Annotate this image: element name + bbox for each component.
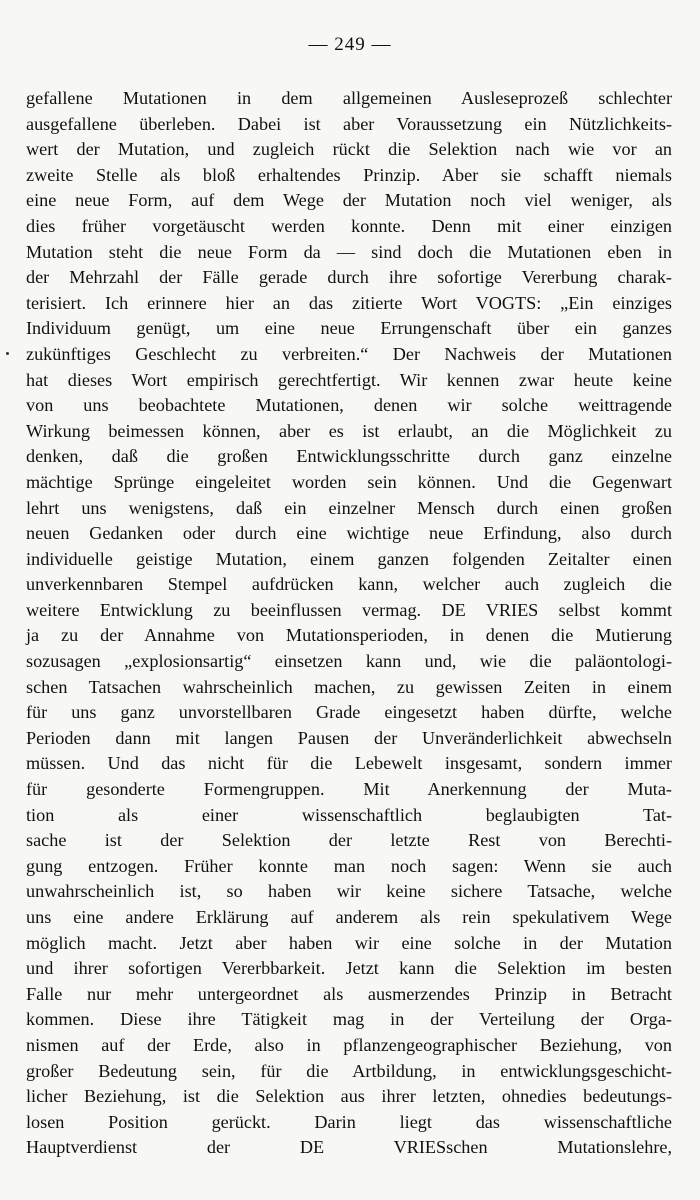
text-line: hat dieses Wort empirisch gerechtfertigt. Wir kennen zwar heute keine <box>26 369 672 390</box>
text-line: großer Bedeutung sein, für die Artbildung, in entwicklungsgeschicht- <box>26 1060 672 1081</box>
text-line: für uns ganz unvorstellbaren Grade eingesetzt haben dürfte, welche <box>26 702 672 723</box>
text-line: licher Beziehung, ist die Selektion aus ihrer letzten, ohnedies bedeutungs- <box>26 1086 672 1107</box>
text-line: schen Tatsachen wahrscheinlich machen, zu gewissen Zeiten in einem <box>26 676 672 697</box>
text-line: gung entzogen. Früher konnte man noch sagen: Wenn sie auch <box>26 855 672 876</box>
text-line: weitere Entwicklung zu beeinflussen vermag. DE VRIES selbst kommt <box>26 599 672 620</box>
text-line: nismen auf der Erde, also in pflanzengeographischer Beziehung, von <box>26 1034 672 1055</box>
text-line: Falle nur mehr untergeordnet als ausmerzendes Prinzip in Betracht <box>26 983 672 1004</box>
text-line: unwahrscheinlich ist, so haben wir keine sichere Tatsache, welche <box>26 881 672 902</box>
text-line: ausgefallene überleben. Dabei ist aber Voraussetzung ein Nützlichkeits- <box>26 113 672 134</box>
text-line: Hauptverdienst der DE VRIESschen Mutationslehre, <box>26 1137 672 1158</box>
page-number: — 249 — <box>308 34 392 55</box>
text-line: dies früher vorgetäuscht werden konnte. Denn mit einer einzigen <box>26 215 672 236</box>
text-line: mächtige Sprünge eingeleitet worden sein können. Und die Gegenwart <box>26 471 672 492</box>
text-line: Perioden dann mit langen Pausen der Unveränderlichkeit abwechseln <box>26 727 672 748</box>
body-text <box>26 86 672 1161</box>
text-line: gefallene Mutationen in dem allgemeinen Ausleseprozeß schlechter <box>26 88 672 108</box>
text-line: ja zu der Annahme von Mutationsperioden, in denen die Mutierung <box>26 625 672 646</box>
text-line: von uns beobachtete Mutationen, denen wir solche weittragende <box>26 395 672 416</box>
text-line: tion als einer wissenschaftlich beglaubigten Tat- <box>26 804 672 825</box>
text-line: Wirkung beimessen können, aber es ist erlaubt, an die Möglichkeit zu <box>26 420 672 441</box>
text-line: losen Position gerückt. Darin liegt das wissenschaftliche <box>26 1111 672 1132</box>
text-line: sozusagen „explosionsartig“ einsetzen kann und, wie die paläontologi- <box>26 651 672 672</box>
text-line: terisiert. Ich erinnere hier an das zitierte Wort VOGTS: „Ein einziges <box>26 292 672 313</box>
text-line: Mutation steht die neue Form da — sind doch die Mutationen eben in <box>26 241 672 262</box>
text-line: der Mehrzahl der Fälle gerade durch ihre sofortige Vererbung charak- <box>26 267 672 288</box>
text-line: und ihrer sofortigen Vererbbarkeit. Jetzt kann die Selektion im besten <box>26 958 672 979</box>
text-line: möglich macht. Jetzt aber haben wir eine solche in der Mutation <box>26 932 672 953</box>
text-line: individuelle geistige Mutation, einem ganzen folgenden Zeitalter einen <box>26 548 672 569</box>
text-line: lehrt uns wenigstens, daß ein einzelner Mensch durch einen großen <box>26 497 672 518</box>
text-line: zweite Stelle als bloß erhaltendes Prinzip. Aber sie schafft niemals <box>26 164 672 185</box>
text-line: uns eine andere Erklärung auf anderem als rein spekulativem Wege <box>26 907 672 927</box>
text-line: kommen. Diese ihre Tätigkeit mag in der Verteilung der Orga- <box>26 1009 672 1030</box>
text-line: sache ist der Selektion der letzte Rest von Berechti- <box>26 830 672 851</box>
text-line: für gesonderte Formengruppen. Mit Anerkennung der Muta- <box>26 779 672 800</box>
text-line: neuen Gedanken oder durch eine wichtige neue Erfindung, also durch <box>26 523 672 544</box>
text-line: zukünftiges Geschlecht zu verbreiten.“ Der Nachweis der Mutationen <box>26 343 672 364</box>
margin-mark <box>6 352 9 355</box>
text-line: Individuum genügt, um eine neue Errungenschaft über ein ganzes <box>26 318 672 339</box>
text-line: eine neue Form, auf dem Wege der Mutation noch viel weniger, als <box>26 190 672 211</box>
text-line: unverkennbaren Stempel aufdrücken kann, welcher auch zugleich die <box>26 574 672 595</box>
text-line: wert der Mutation, und zugleich rückt die Selektion nach wie vor an <box>26 139 672 160</box>
text-line: denken, daß die großen Entwicklungsschritte durch ganz einzelne <box>26 446 672 467</box>
text-line: müssen. Und das nicht für die Lebewelt insgesamt, sondern immer <box>26 753 672 774</box>
